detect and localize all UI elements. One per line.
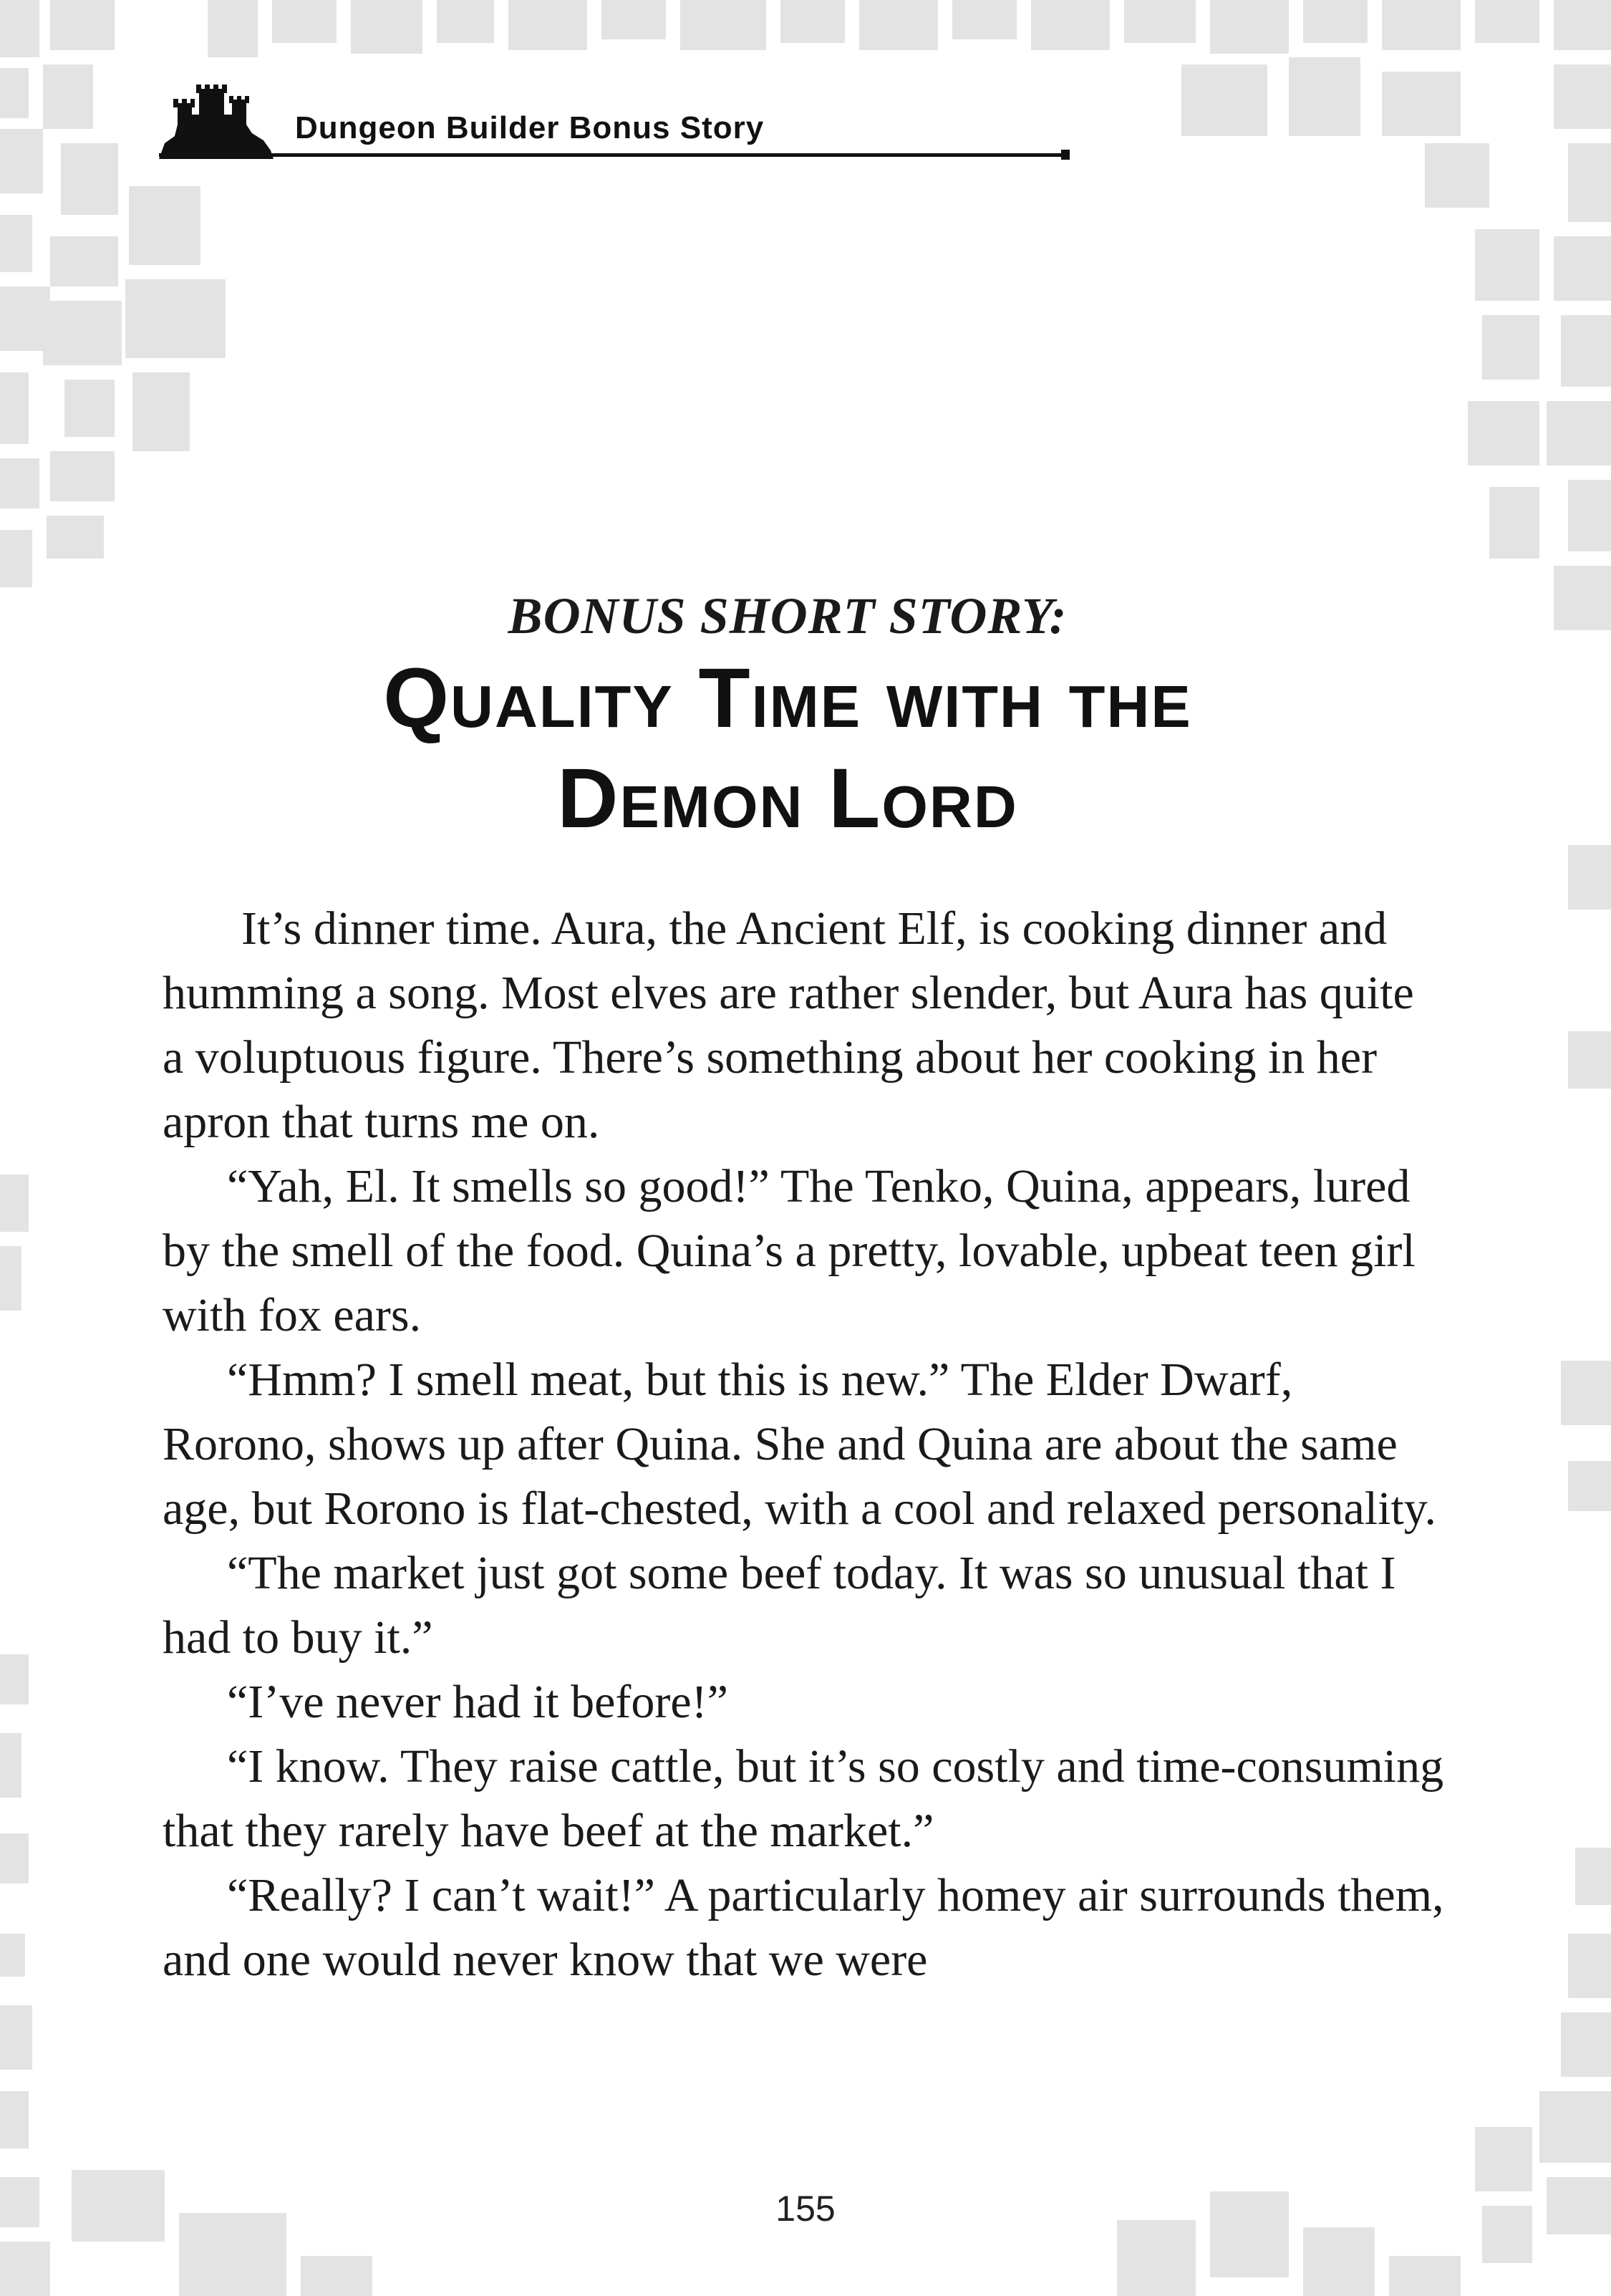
running-title: Dungeon Builder Bonus Story: [295, 110, 765, 145]
story-title-line-1: Quality Time with the: [383, 651, 1192, 746]
story-body: [163, 897, 1444, 1992]
story-subtitle: BONUS SHORT STORY:: [508, 587, 1068, 645]
paragraph: “The market just got some beef today. It was so unusual that I had to buy it.”: [163, 1547, 1396, 1664]
header-rule: [159, 153, 1064, 157]
paragraph: “I’ve never had it before!”: [227, 1676, 728, 1728]
paragraph: “I know. They raise cattle, but it’s so costly and time-consuming that they rarely have beef at the market.”: [163, 1740, 1444, 1857]
page-number: 155: [775, 2189, 836, 2229]
paragraph: “Hmm? I smell meat, but this is new.” The Elder Dwarf, Rorono, shows up after Quina. She and Quina are about the same age, but Rorono is flat-chested, with a cool and relaxed personality.: [163, 1354, 1437, 1535]
paragraph: “Really? I can’t wait!” A particularly homey air surrounds them, and one would never know that we were: [163, 1869, 1444, 1986]
story-title-block: [165, 584, 1411, 849]
castle-icon: [159, 74, 274, 160]
running-header: [159, 69, 1068, 162]
header-rule-end: [1061, 150, 1070, 160]
paragraph: “Yah, El. It smells so good!” The Tenko, Quina, appears, lured by the smell of the food. Quina’s a pretty, lovable, upbeat teen girl with fox ears.: [163, 1160, 1416, 1341]
paragraph: It’s dinner time. Aura, the Ancient Elf, is cooking dinner and humming a song. Most elves are rather slender, but Aura has quite a voluptuous figure. There’s something about her cooking in her apron that turns me on.: [163, 902, 1414, 1148]
story-title-line-2: Demon Lord: [557, 751, 1018, 846]
